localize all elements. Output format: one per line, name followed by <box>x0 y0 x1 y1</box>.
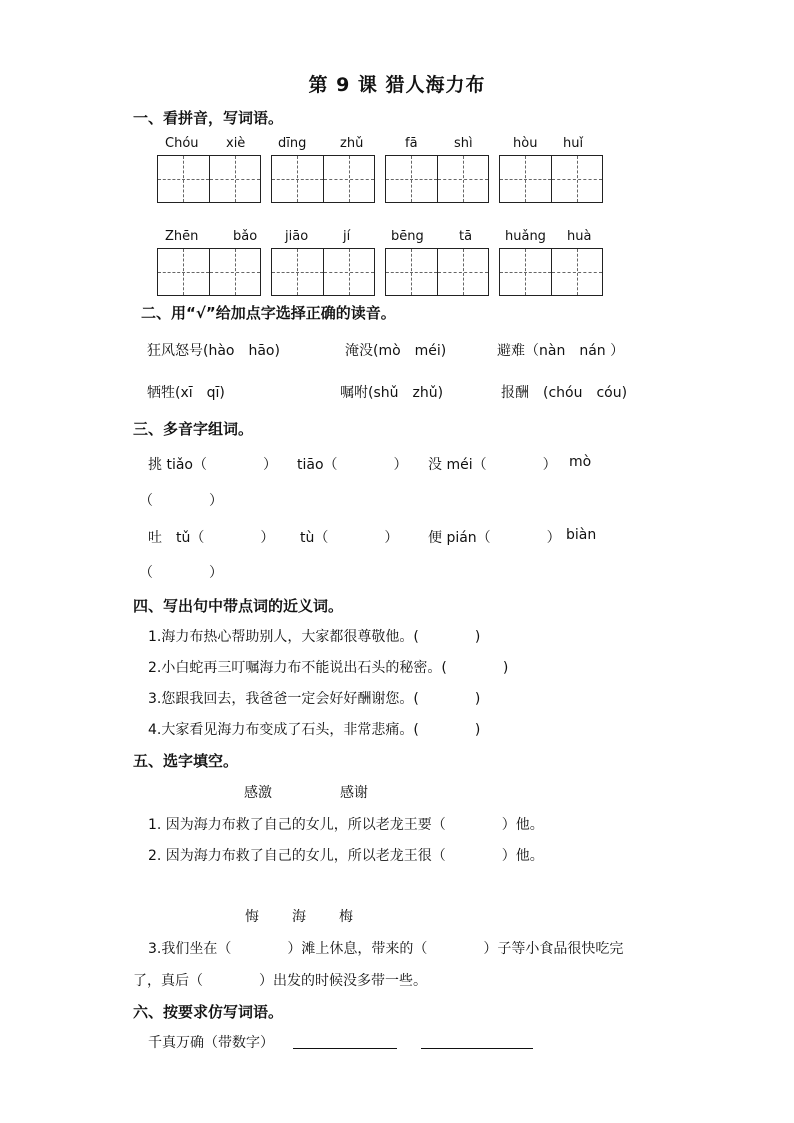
section-2-heading: 二、用“√”给加点字选择正确的读音。 <box>141 304 396 322</box>
polyphone-blank[interactable]: （ ） <box>139 565 223 581</box>
pinyin-label: huǐ <box>563 136 584 151</box>
polyphone-item[interactable]: 挑 tiǎo（ ） <box>148 457 277 473</box>
word-option: 悔 <box>245 909 259 925</box>
reading-choice[interactable]: 狂风怒号(hào hāo) <box>147 343 280 359</box>
writing-grid[interactable] <box>271 155 375 203</box>
fill-question-continued[interactable]: 了，真后（ ）出发的时候没多带一些。 <box>133 973 427 989</box>
writing-grid[interactable] <box>157 248 261 296</box>
pinyin-label: zhǔ <box>340 136 364 151</box>
word-option: 梅 <box>339 909 353 925</box>
reading-choice[interactable]: 报酬 (chóu cóu) <box>501 385 628 401</box>
pinyin-label: bēng <box>391 229 424 244</box>
section-6-heading: 六、按要求仿写词语。 <box>133 1003 284 1021</box>
pinyin-label: hòu <box>513 136 538 151</box>
fill-question[interactable]: 1. 因为海力布救了自己的女儿，所以老龙王要（ ）他。 <box>148 817 544 833</box>
pinyin-label: dīng <box>278 136 307 151</box>
fill-question[interactable]: 2. 因为海力布救了自己的女儿，所以老龙王很（ ）他。 <box>148 848 544 864</box>
writing-grid[interactable] <box>157 155 261 203</box>
section-5-heading: 五、选字填空。 <box>133 752 239 770</box>
polyphone-item[interactable]: tiāo（ ） <box>297 457 408 473</box>
polyphone-item[interactable]: tù（ ） <box>300 530 399 546</box>
answer-line[interactable] <box>293 1034 397 1049</box>
pinyin-label: shì <box>454 136 473 151</box>
pinyin-label: xiè <box>226 136 246 151</box>
pinyin-label: jiāo <box>285 229 309 244</box>
word-option: 感谢 <box>340 785 368 801</box>
reading-choice[interactable]: 避难（nàn nán ） <box>497 343 625 359</box>
polyphone-item[interactable]: 没 méi（ ） <box>428 457 557 473</box>
polyphone-item[interactable]: 吐 tǔ（ ） <box>148 530 275 546</box>
answer-line[interactable] <box>421 1034 533 1049</box>
pinyin-label: jí <box>343 229 351 244</box>
section-1-heading: 一、看拼音，写词语。 <box>133 109 284 127</box>
reading-choice[interactable]: 淹没(mò méi) <box>345 343 447 359</box>
writing-grid[interactable] <box>385 248 489 296</box>
polyphone-item: mò <box>569 454 592 470</box>
fill-question[interactable]: 3.我们坐在（ ）滩上休息，带来的（ ）子等小食品很快吃完 <box>148 941 624 957</box>
pinyin-label: fā <box>405 136 418 151</box>
pinyin-label: Chóu <box>165 136 199 151</box>
synonym-question[interactable]: 4.大家看见海力布变成了石头，非常悲痛。( ) <box>148 722 481 738</box>
word-option: 感激 <box>244 785 272 801</box>
synonym-question[interactable]: 2.小白蛇再三叮嘱海力布不能说出石头的秘密。( ) <box>148 660 509 676</box>
pinyin-label: bǎo <box>233 229 258 244</box>
section-3-heading: 三、多音字组词。 <box>133 420 254 438</box>
pinyin-label: huà <box>567 229 592 244</box>
writing-grid[interactable] <box>385 155 489 203</box>
synonym-question[interactable]: 3.您跟我回去，我爸爸一定会好好酬谢您。( ) <box>148 691 481 707</box>
writing-grid[interactable] <box>271 248 375 296</box>
word-option: 海 <box>292 909 306 925</box>
page-title: 第 9 课 猎人海力布 <box>308 74 486 96</box>
imitation-prompt <box>148 1032 274 1052</box>
polyphone-blank[interactable]: （ ） <box>139 493 223 509</box>
polyphone-item[interactable]: 便 pián（ ） <box>428 530 561 546</box>
pinyin-label: huǎng <box>505 229 546 244</box>
polyphone-item: biàn <box>566 527 597 543</box>
pinyin-label: tā <box>459 229 473 244</box>
reading-choice[interactable]: 牺牲(xī qī) <box>147 385 225 401</box>
imitation-label: 千真万确（带数字） <box>148 1035 274 1051</box>
section-4-heading: 四、写出句中带点词的近义词。 <box>133 597 344 615</box>
reading-choice[interactable]: 嘱咐(shǔ zhǔ) <box>340 385 444 401</box>
writing-grid[interactable] <box>499 248 603 296</box>
writing-grid[interactable] <box>499 155 603 203</box>
pinyin-label: Zhēn <box>165 229 199 244</box>
synonym-question[interactable]: 1.海力布热心帮助别人，大家都很尊敬他。( ) <box>148 629 481 645</box>
